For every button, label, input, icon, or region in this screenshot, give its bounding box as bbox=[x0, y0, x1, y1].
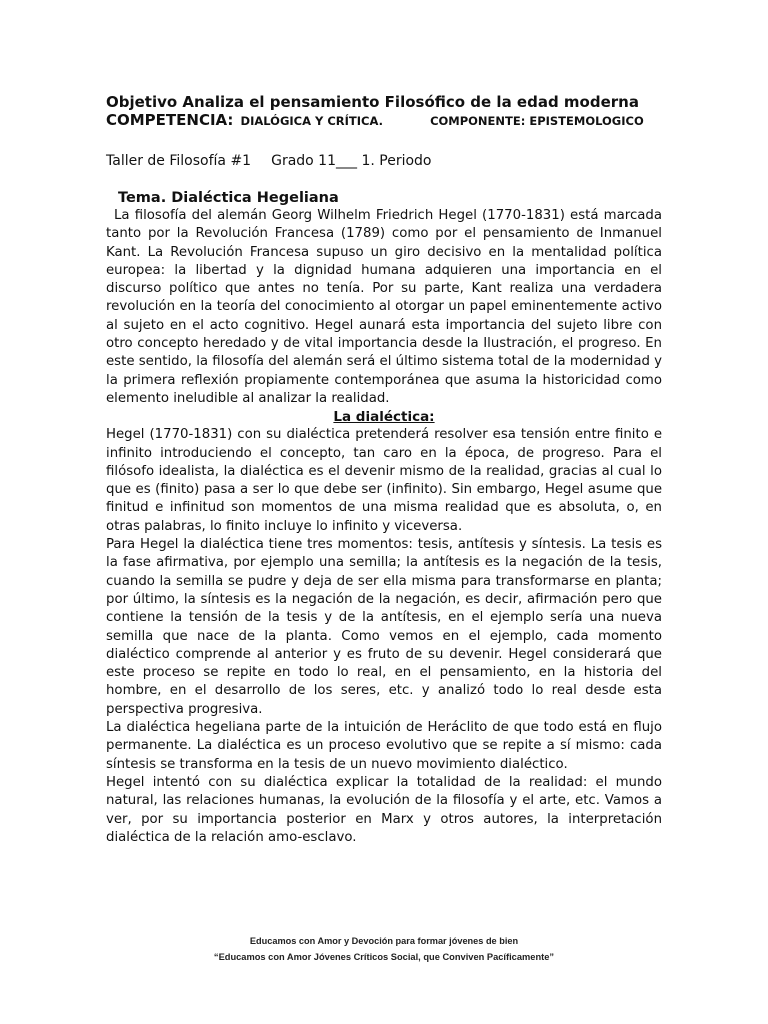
competencia-value: DIALÓGICA Y CRÍTICA. bbox=[240, 114, 383, 128]
footer-slogan: “Educamos con Amor Jóvenes Críticos Social, que Conviven Pacíficamente” bbox=[213, 952, 555, 962]
document-body bbox=[106, 93, 662, 847]
page-footer bbox=[0, 933, 768, 965]
taller-title: Taller de Filosofía #1 bbox=[106, 153, 252, 169]
body-paragraph: Hegel (1770-1831) con su dialéctica pretenderá resolver esa tensión entre finito e infinito introduciendo el concepto, tan caro en la época, de progreso. Para el filósofo idealista, la dialéctica es el devenir mismo de la realidad, gracias al cual lo que es (finito) pasa a ser lo que debe ser (infinito). Sin embargo, Hegel asume que finitud e infinitud son momentos de una misma realidad que es absoluta, o, en otras palabras, lo finito incluye lo infinito y viceversa. bbox=[106, 427, 662, 534]
competencia-label: COMPETENCIA: bbox=[106, 111, 234, 129]
body-paragraph: Para Hegel la dialéctica tiene tres momentos: tesis, antítesis y síntesis. La tesis es la fase afirmativa, por ejemplo una semilla; la antítesis es la negación de la tesis, cuando la semilla se pudre y deja de ser ella misma para transformarse en planta; por último, la síntesis es la negación de la negación, es decir, afirmación pero que contiene la tensión de la tesis y de la antítesis, en el ejemplo sería una nueva semilla que nace de la planta. Como vemos en el ejemplo, cada momento dialéctico comprende al anterior y es fruto de su devenir. Hegel considerará que este proceso se repite en todo lo real, en el pensamiento, en la historia del hombre, en el desarrollo de los seres, etc. y analizó todo lo real desde esta perspectiva progresiva. bbox=[106, 537, 662, 717]
intro-paragraph: La filosofía del alemán Georg Wilhelm Friedrich Hegel (1770-1831) está marcada tanto por la Revolución Francesa (1789) como por el pensamiento de Inmanuel Kant. La Revolución Francesa supuso un giro decisivo en la mentalidad política europea: la libertad y la dignidad humana adquieren una importancia en el discurso político que antes no tenía. Por su parte, Kant realiza una verdadera revolución en la teoría del conocimiento al otorgar un papel eminentemente activo al sujeto en el acto cognitivo. Hegel aunará esta importancia del sujeto libre con otro concepto heredado y de vital importancia desde la Ilustración, el progreso. En este sentido, la filosofía del alemán será el último sistema total de la modernidad y la primera reflexión propiamente contemporánea que asuma la historicidad como elemento ineludible al analizar la realidad. bbox=[106, 208, 663, 406]
objective-heading: Objetivo Analiza el pensamiento Filosófico de la edad moderna bbox=[106, 93, 639, 111]
tema-heading: Tema. Dialéctica Hegeliana bbox=[118, 190, 339, 206]
dialectica-heading: La dialéctica: bbox=[333, 409, 435, 426]
competencia-line bbox=[106, 111, 662, 130]
grado-field: Grado 11___ bbox=[271, 153, 357, 169]
footer-motto: Educamos con Amor y Devoción para formar jóvenes de bien bbox=[249, 936, 519, 946]
componente-label: COMPONENTE: EPISTEMOLOGICO bbox=[430, 114, 644, 128]
periodo-label: 1. Periodo bbox=[361, 153, 432, 169]
body-paragraph: La dialéctica hegeliana parte de la intuición de Heráclito de que todo está en flujo permanente. La dialéctica es un proceso evolutivo que se repite a sí mismo: cada síntesis se transforma en la tesis de un nuevo movimiento dialéctico. bbox=[106, 720, 662, 772]
taller-line bbox=[106, 152, 662, 170]
body-paragraph: Hegel intentó con su dialéctica explicar la totalidad de la realidad: el mundo natural, las relaciones humanas, la evolución de la filosofía y el arte, etc. Vamos a ver, por su importancia posterior en Marx y otros autores, la interpretación dialéctica de la relación amo-esclavo. bbox=[106, 774, 662, 845]
